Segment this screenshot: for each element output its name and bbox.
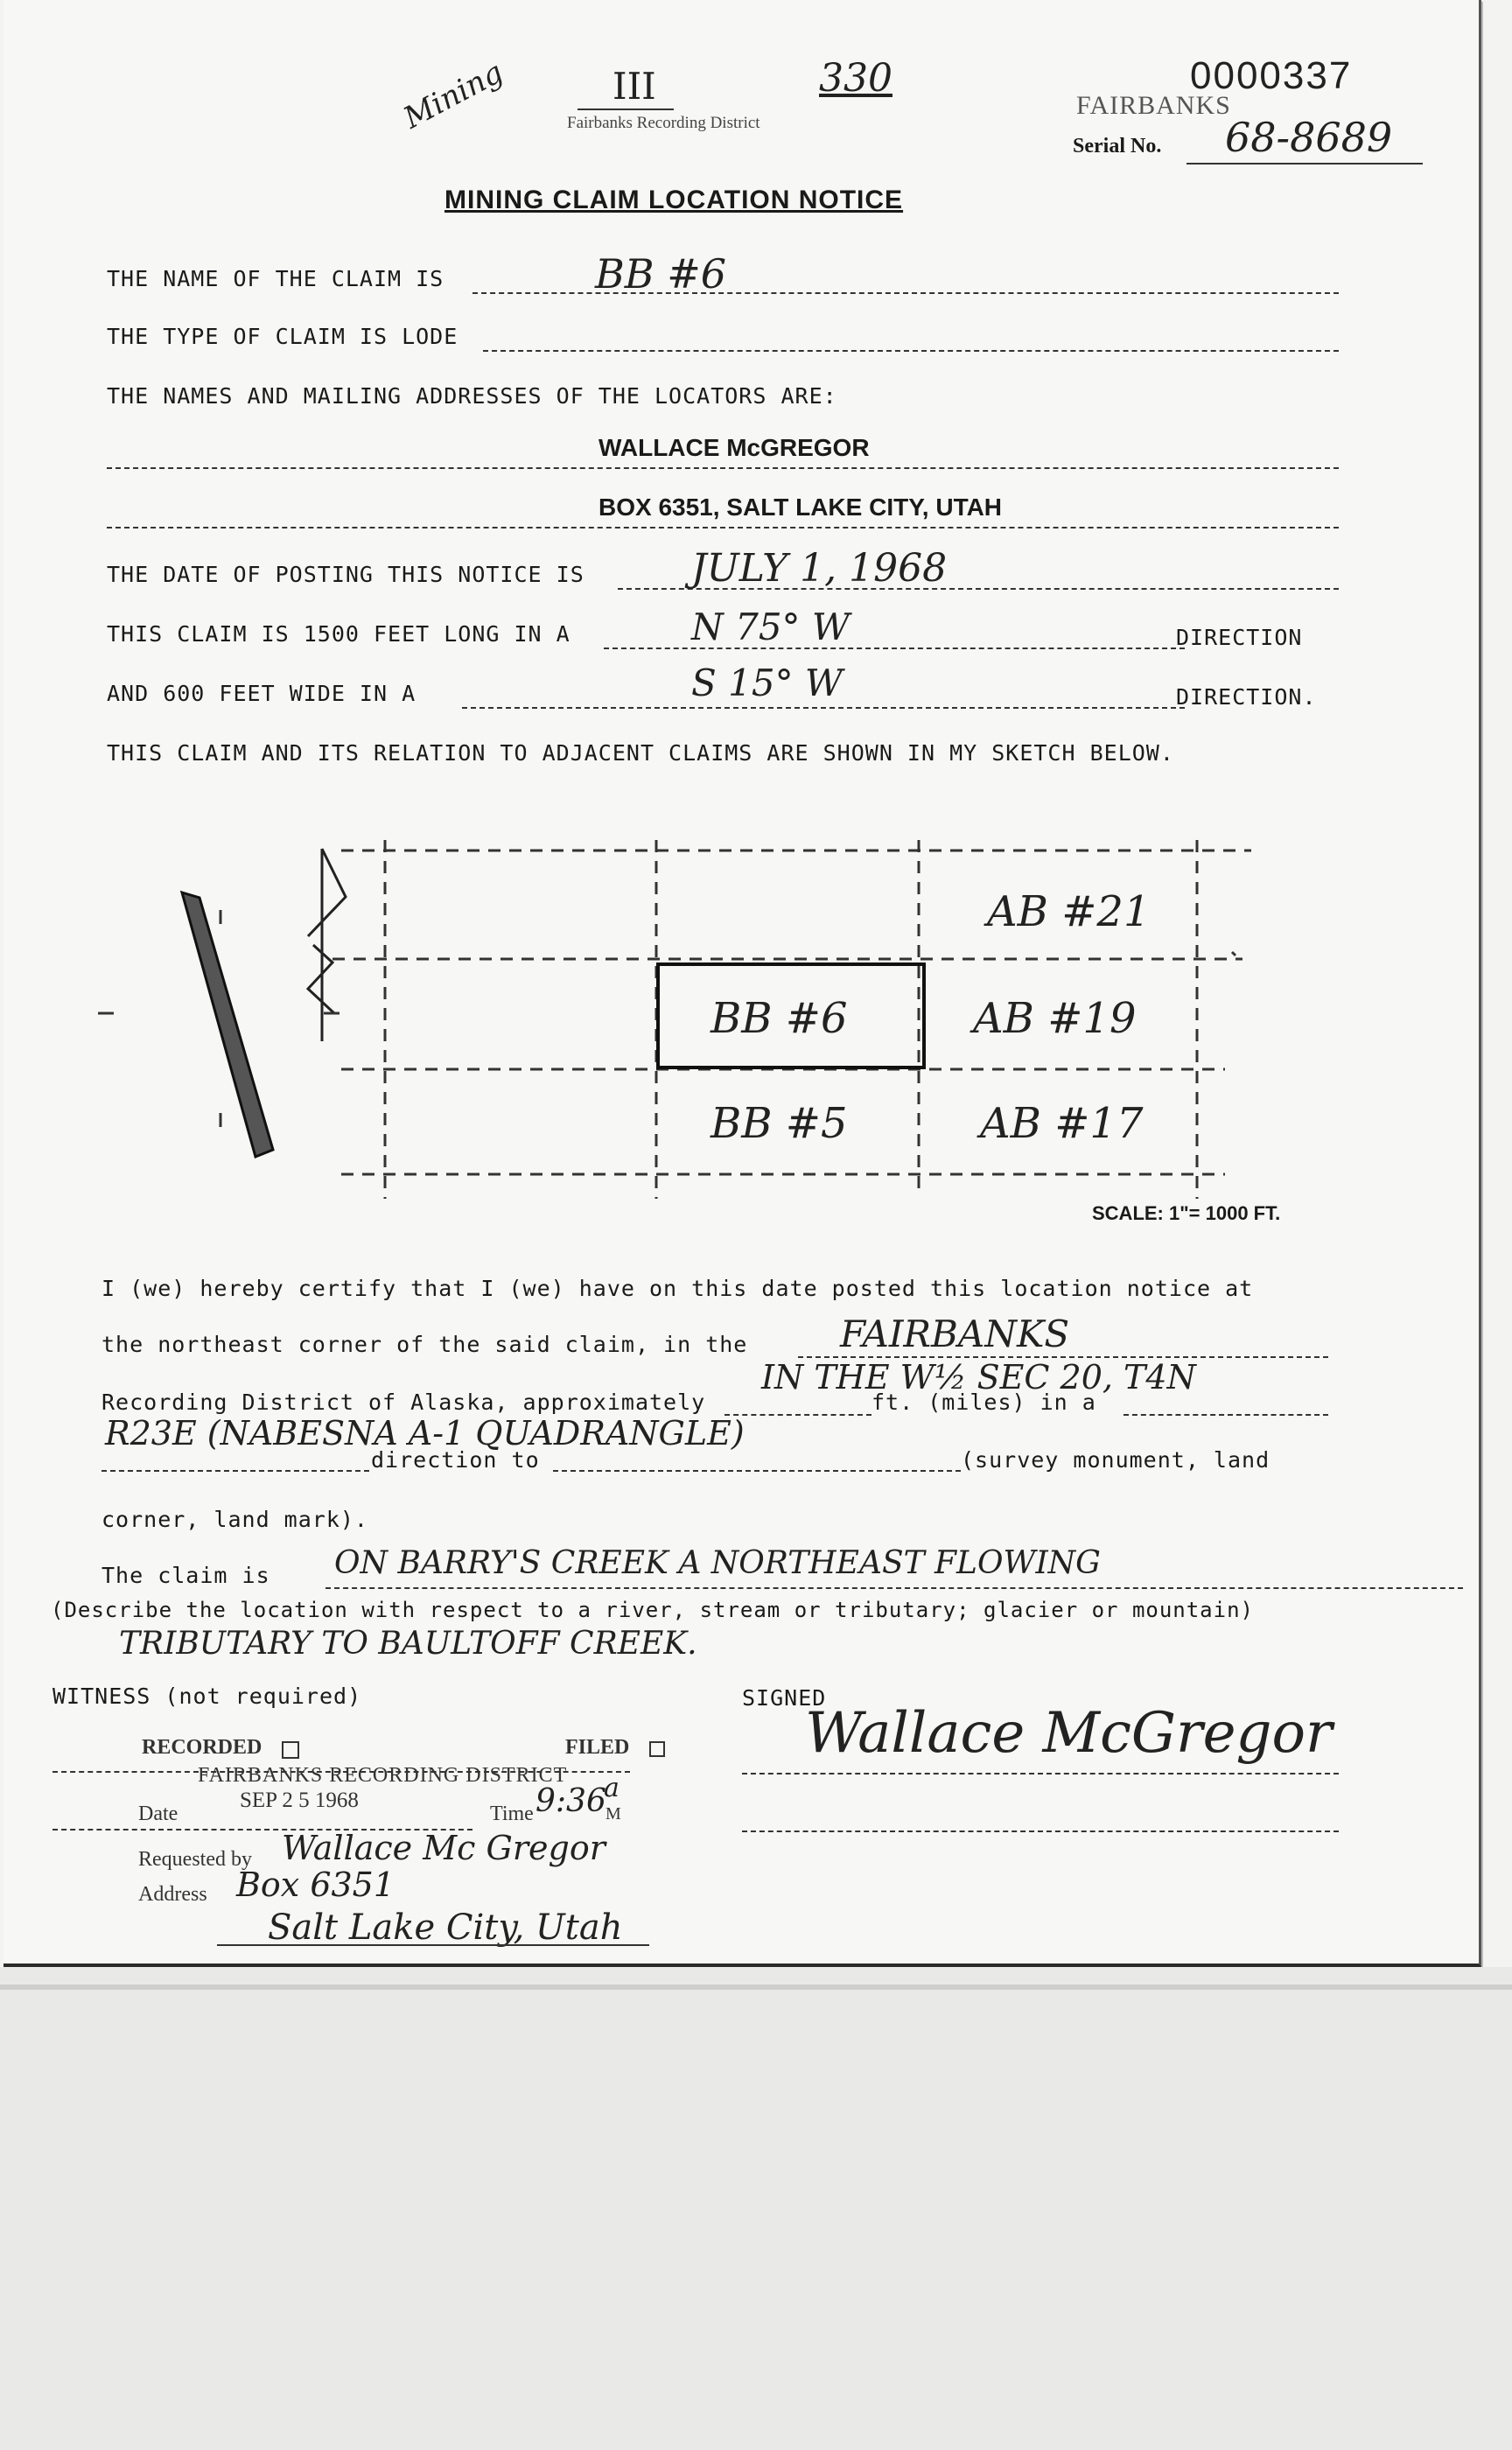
address-label: Address	[138, 1883, 207, 1906]
signature-line	[742, 1773, 1339, 1774]
cert-line1: I (we) hereby certify that I (we) have on this date posted this location notice at	[102, 1276, 1254, 1301]
claim-ab19: AB #19	[973, 994, 1137, 1043]
length-label: THIS CLAIM IS 1500 FEET LONG IN A	[107, 621, 570, 647]
claim-type-label: THE TYPE OF CLAIM IS LODE	[107, 324, 458, 349]
page-edge	[0, 1984, 1512, 1990]
direction-word-1: DIRECTION	[1176, 625, 1303, 650]
direction-line-a	[1124, 1414, 1328, 1416]
claim-is-value: ON BARRY'S CREEK A NORTHEAST FLOWING	[334, 1545, 1101, 1581]
claim-ab17: AB #17	[980, 1099, 1144, 1148]
claim-is-line	[326, 1587, 1463, 1589]
lower-background	[0, 1967, 1512, 2450]
document-number: 0000337	[1190, 54, 1353, 97]
claim-name-value: BB #6	[595, 250, 727, 298]
serial-value: 68-8689	[1225, 114, 1393, 161]
filed-label: FILED	[565, 1736, 630, 1759]
form-title: MINING CLAIM LOCATION NOTICE	[444, 186, 904, 214]
claim-is-cont: TRIBUTARY TO BAULTOFF CREEK.	[119, 1626, 697, 1662]
cert-line4-mid: direction to	[371, 1447, 540, 1473]
width-label: AND 600 FEET WIDE IN A	[107, 681, 416, 706]
claim-sketch	[79, 822, 1339, 1234]
claim-bb6: BB #6	[710, 994, 848, 1043]
address-underline	[217, 1944, 649, 1946]
locator-address-line	[107, 527, 1339, 528]
cert-line4-hand: R23E (NABESNA A-1 QUADRANGLE)	[105, 1414, 745, 1452]
requested-label: Requested by	[138, 1848, 252, 1871]
recorded-checkbox	[282, 1741, 299, 1759]
creek-icon	[182, 892, 273, 1157]
posting-date-value: JULY 1, 1968	[691, 546, 948, 591]
book-number: III	[612, 65, 656, 108]
date-label: Date	[138, 1802, 178, 1825]
address-line1: Box 6351	[236, 1866, 396, 1904]
cert-line4-post: (survey monument, land	[961, 1447, 1270, 1473]
time-label: Time	[490, 1802, 534, 1825]
serial-line	[1186, 163, 1423, 164]
direction-word-2: DIRECTION.	[1176, 684, 1317, 710]
locators-label: THE NAMES AND MAILING ADDRESSES OF THE LOCATORS ARE:	[107, 383, 837, 409]
monument-line	[553, 1470, 961, 1472]
cert-line2: the northeast corner of the said claim, in the	[102, 1332, 748, 1357]
book-number-line	[578, 108, 674, 110]
cert-line3-mid: ft. (miles) in a	[872, 1390, 1096, 1415]
district-caption: Fairbanks Recording District	[567, 114, 760, 132]
address-line2: Salt Lake City, Utah	[268, 1908, 623, 1948]
signature-line-2	[742, 1830, 1339, 1832]
cert-line5: corner, land mark).	[102, 1507, 368, 1532]
claim-bb5: BB #5	[710, 1099, 848, 1148]
cert-line3: Recording District of Alaska, approximately	[102, 1390, 706, 1415]
signed-label: SIGNED	[742, 1685, 827, 1711]
claim-ab21: AB #21	[987, 887, 1151, 936]
distance-line	[724, 1414, 872, 1416]
date-value: SEP 2 5 1968	[240, 1788, 359, 1812]
filed-checkbox	[649, 1741, 665, 1757]
claim-name-label: THE NAME OF THE CLAIM IS	[107, 266, 444, 291]
recorded-label: RECORDED	[142, 1736, 262, 1759]
width-direction: S 15° W	[691, 662, 844, 704]
describe-hint: (Describe the location with respect to a river, stream or tributary; glacier or mountain)	[51, 1598, 1254, 1622]
locator-name-line	[107, 467, 1339, 469]
requested-value: Wallace Mc Gregor	[282, 1829, 606, 1867]
time-m: M	[606, 1804, 621, 1824]
page-number: 330	[819, 56, 892, 101]
fairbanks-stamp: FAIRBANKS	[1076, 91, 1231, 120]
sketch-scale: SCALE: 1"= 1000 FT.	[1092, 1202, 1281, 1224]
width-direction-blank	[462, 707, 1185, 709]
cert-line3-hand: IN THE W½ SEC 20, T4N	[761, 1358, 1196, 1396]
district-stamp: FAIRBANKS RECORDING DISTRICT	[198, 1764, 568, 1787]
claim-type-line	[483, 350, 1339, 352]
sketch-label: THIS CLAIM AND ITS RELATION TO ADJACENT CLAIMS ARE SHOWN IN MY SKETCH BELOW.	[107, 740, 1174, 766]
serial-label: Serial No.	[1073, 135, 1162, 158]
mining-note: Mining	[398, 54, 509, 136]
signature: Wallace McGregor	[805, 1701, 1333, 1766]
posting-date-label: THE DATE OF POSTING THIS NOTICE IS	[107, 562, 584, 587]
time-value: 9:36	[536, 1783, 606, 1819]
locator-name: WALLACE McGREGOR	[598, 434, 870, 461]
direction-line-b	[102, 1470, 369, 1472]
length-direction: N 75° W	[691, 606, 850, 648]
locator-address: BOX 6351, SALT LAKE CITY, UTAH	[598, 494, 1003, 521]
district-value: FAIRBANKS	[840, 1312, 1070, 1355]
witness-label: WITNESS (not required)	[52, 1684, 362, 1709]
claim-is-label: The claim is	[102, 1563, 270, 1588]
time-am: a	[604, 1773, 620, 1803]
